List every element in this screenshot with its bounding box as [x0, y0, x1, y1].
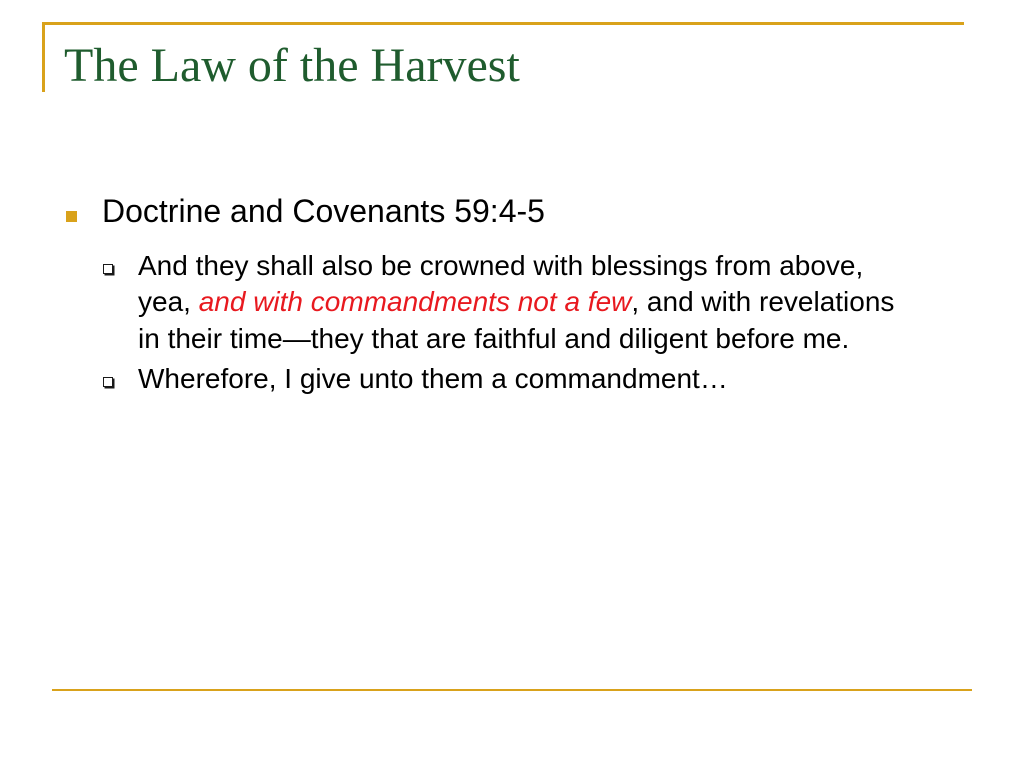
quote-text: Wherefore, I give unto them a commandment…: [138, 363, 728, 395]
bottom-divider-line: [52, 689, 972, 691]
top-frame-line: [42, 22, 964, 25]
checkbox-bullet-icon: [103, 264, 113, 274]
list-item: [102, 248, 912, 357]
sub-bullet-list: [102, 248, 912, 402]
checkbox-bullet-icon: [103, 377, 113, 387]
bullet-heading: Doctrine and Covenants 59:4-5: [102, 193, 545, 229]
quote-text-after: , and with revelations in their time—they that are faithful and diligent before me.: [138, 286, 895, 354]
list-item: [102, 361, 912, 397]
slide-title: The Law of the Harvest: [64, 39, 520, 92]
quote-text-before: And they shall also be crowned with blessings from above, yea,: [138, 250, 864, 318]
square-bullet-icon: [66, 211, 77, 222]
quote-emphasis: and with commandments not a few: [198, 286, 632, 318]
left-frame-line: [42, 22, 45, 92]
